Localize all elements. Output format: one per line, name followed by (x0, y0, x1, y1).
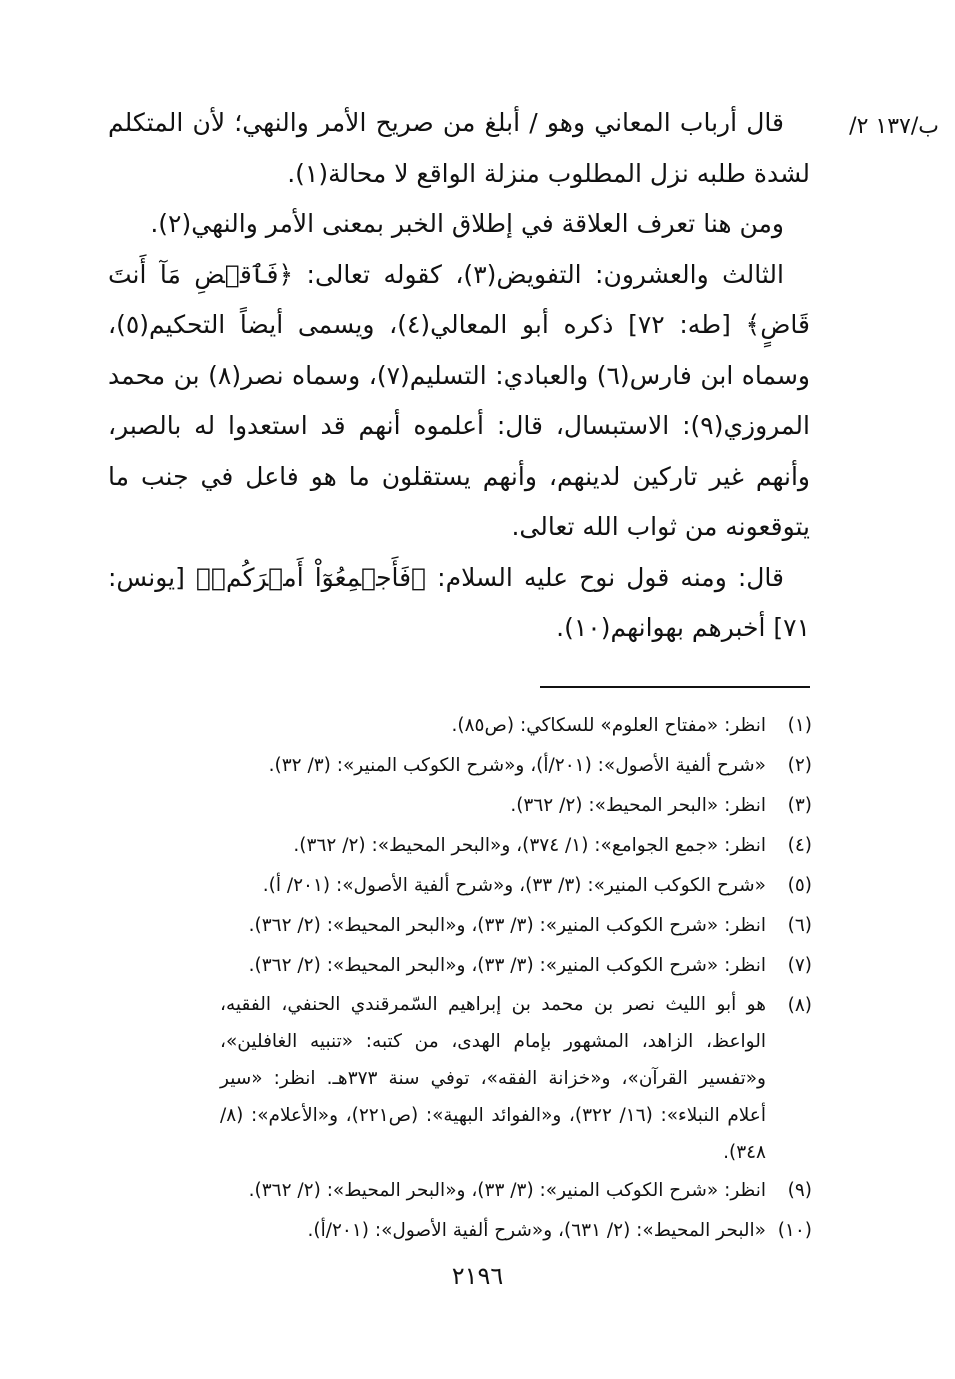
footnote-text: انظر: «شرح الكوكب المنير»: (٣/ ٣٣)، و«البحر المحيط»: (٢/ ٣٦٢). (248, 1180, 766, 1201)
footnote-text: «شرح ألفية الأصول»: (٢٠١/أ)، و«شرح الكوكب المنير»: (٣/ ٣٢). (268, 755, 766, 776)
footnote-text: انظر: «شرح الكوكب المنير»: (٣/ ٣٣)، و«البحر المحيط»: (٢/ ٣٦٢). (248, 955, 766, 976)
footnote-number: (٩) (787, 1180, 812, 1201)
footnotes (220, 706, 812, 1251)
footnote (220, 906, 812, 946)
footnote-number: (٨) (787, 995, 812, 1016)
footnote (220, 986, 812, 1171)
paragraph: قال أرباب المعاني وهو / أبلغ من صريح الأمر والنهي؛ لأن المتكلم لشدة طلبه نزل المطلوب منزلة الواقع لا محالة(١). (108, 108, 810, 188)
main-text (108, 98, 810, 654)
footnote-separator (540, 686, 810, 688)
paragraph: قال: ومنه قول نوح عليه السلام: ﴿فَأَجۡمِعُوٓاْ أَمۡرَكُمۡ﴾ [يونس: ٧١] أخبرهم بهوانهم(١٠). (108, 562, 810, 642)
footnote-text: انظر: «مفتاح العلوم» للسكاكي: (ص٨٥). (451, 715, 766, 736)
paragraph: ومن هنا تعرف العلاقة في إطلاق الخبر بمعنى الأمر والنهي(٢). (150, 209, 784, 238)
footnote-number: (٧) (787, 955, 812, 976)
footnote (220, 1211, 812, 1251)
footnote-number: (٣) (787, 795, 812, 816)
footnote-text: انظر: «جمع الجوامع»: (١/ ٣٧٤)، و«البحر المحيط»: (٢/ ٣٦٢). (293, 835, 766, 856)
page-number: ٢١٩٦ (451, 1262, 504, 1290)
footnote-number: (٢) (787, 755, 812, 776)
footnote-text: انظر: «شرح الكوكب المنير»: (٣/ ٣٣)، و«البحر المحيط»: (٢/ ٣٦٢). (248, 915, 766, 936)
footnote (220, 826, 812, 866)
footnote-text: انظر: «البحر المحيط»: (٢/ ٣٦٢). (510, 795, 766, 816)
manuscript-folio-reference: ب/١٣٧ ٢/ (849, 114, 939, 139)
footnote-number: (٥) (787, 875, 812, 896)
footnote (220, 1171, 812, 1211)
footnote-text: «البحر المحيط»: (٢/ ٦٣١)، و«شرح ألفية الأصول»: (٢٠١/أ). (307, 1220, 766, 1241)
footnote (220, 866, 812, 906)
paragraph: الثالث والعشرون: التفويض(٣)، كقوله تعالى: ﴿فَٱقۡضِ مَآ أَنتَ قَاضٍ﴾ [طه: ٧٢] ذكره أبو المعالي(٤)، ويسمى أيضاً التحكيم(٥)، وسماه ابن فارس(٦) والعبادي: التسليم(٧)، وسماه نصر(٨) بن محمد المروزي(٩): الاستبسال، قال: أعلموه أنهم قد استعدوا له بالصبر، وأنهم غير تاركين لدينهم، وأنهم يستقلون ما هو فاعل في جنب ما يتوقعونه من ثواب الله تعالى. (108, 259, 810, 541)
footnote (220, 946, 812, 986)
footnote-text: «شرح الكوكب المنير»: (٣/ ٣٣)، و«شرح ألفية الأصول»: (٢٠١/ أ). (262, 875, 766, 896)
footnote (220, 706, 812, 746)
footnote-number: (٤) (787, 835, 812, 856)
footnote-text: هو أبو الليث نصر بن محمد بن إبراهيم السّمرقندي الحنفي، الفقيه، الواعظ، الزاهد، المشهور بإمام الهدى، من كتبه: «تنبيه الغافلين»، و«تفسير القرآن»، و«خزانة الفقه»، توفي سنة ٣٧٣هـ. انظر: «سير أعلام النبلاء»: (١٦/ ٣٢٢)، و«الفوائد البهية»: (ص٢٢١)، و«الأعلام»: (٨/ ٣٤٨). (220, 994, 766, 1163)
footnote-number: (١٠) (777, 1220, 812, 1241)
footnote-number: (١) (787, 715, 812, 736)
footnote (220, 786, 812, 826)
footnote-number: (٦) (787, 915, 812, 936)
footnote (220, 746, 812, 786)
